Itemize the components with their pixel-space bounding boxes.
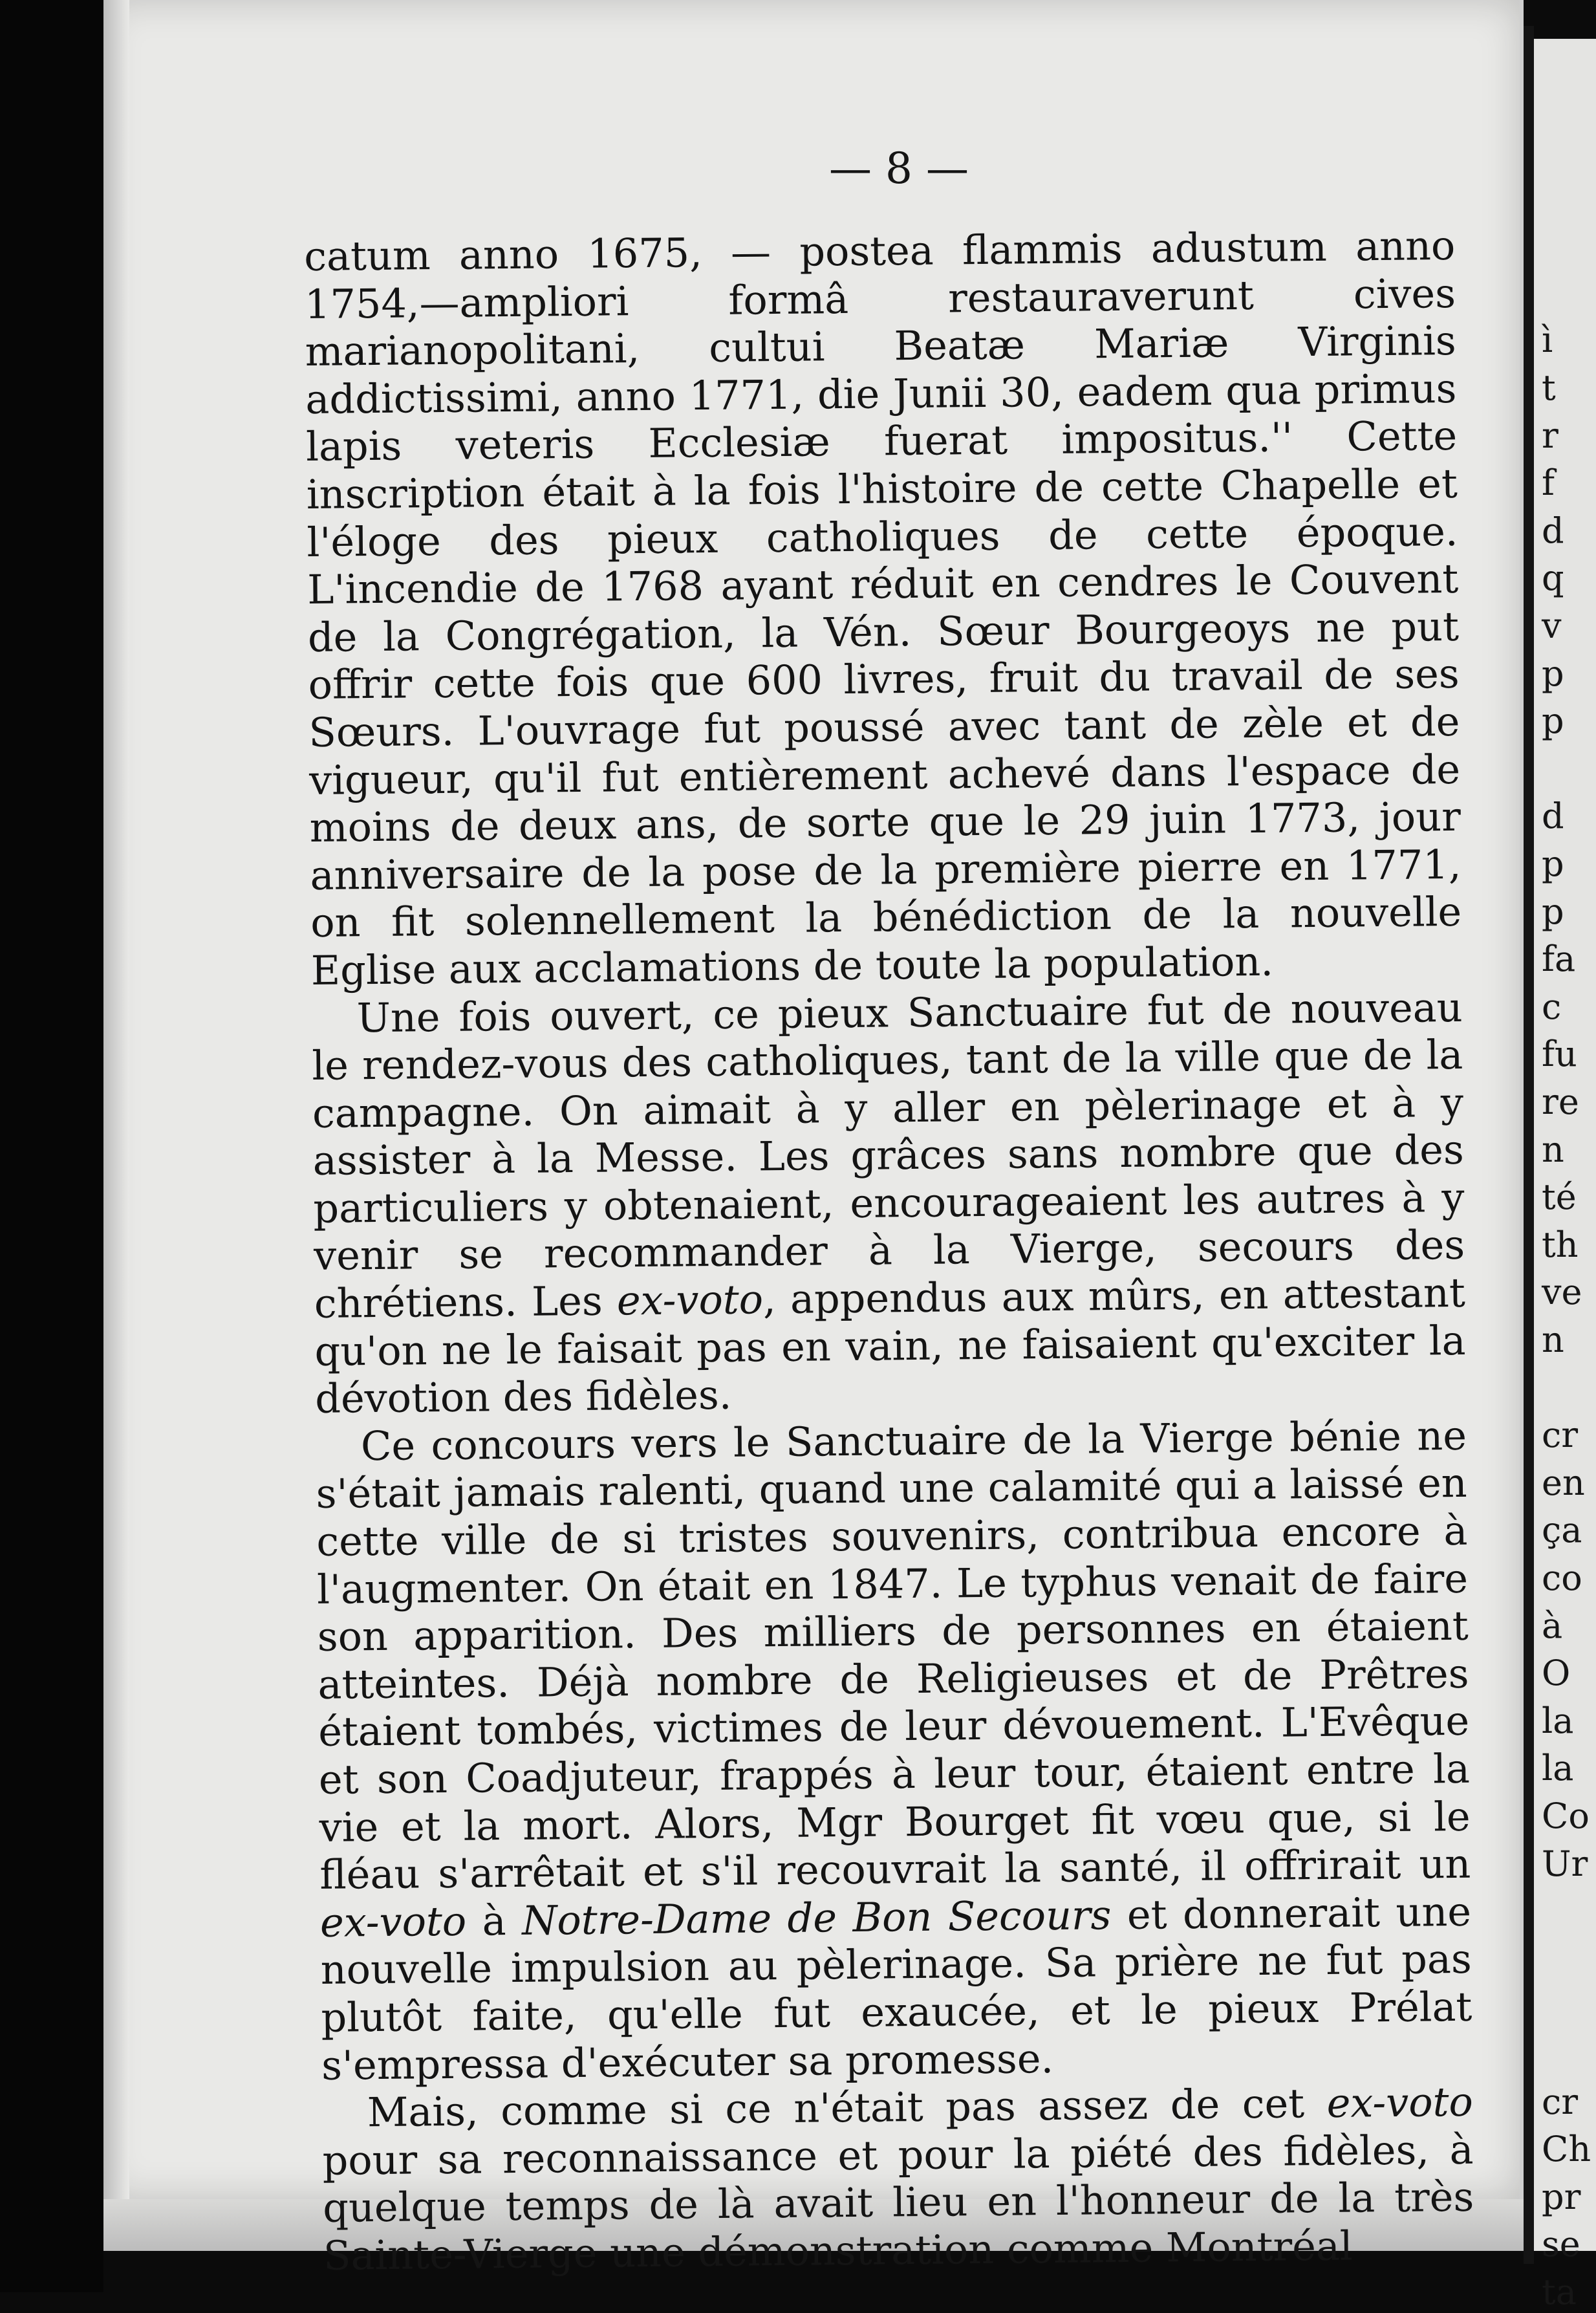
facing-page-fragment: d <box>1542 510 1564 551</box>
body-text <box>304 222 1474 2279</box>
facing-page-fragment: Ur <box>1542 1843 1588 1884</box>
italic-run: Notre-Dame de Bon Secours <box>521 1891 1112 1944</box>
italic-run: ex-voto <box>319 1897 467 1946</box>
page-number: — 8 — <box>829 144 969 193</box>
text-run: pour sa reconnaissance et pour la piété des fidèles, à quelque temps de là avait lieu en l'honneur de la très Sainte-Vierge une démonstration comme Montréal <box>322 2125 1474 2279</box>
facing-page-fragment: cr <box>1542 1415 1579 1456</box>
text-run: Une fois ouvert, ce pieux Sanctuaire fut de nouveau le rendez-vous des catholiques, tant de la ville que de la campagne. On aimait à y aller en pèlerinage et à y assister à la Messe. Les grâces sans nombre que des particuliers y obtenaient, encourageaient les autres à y venir se recommander à la Vierge, secours des chrétiens. Les <box>312 983 1465 1327</box>
facing-page-fragment: co <box>1542 1558 1582 1598</box>
facing-page-fragment: O <box>1542 1653 1571 1694</box>
paragraph <box>316 1412 1473 2089</box>
facing-page-fragment: p <box>1542 653 1564 694</box>
facing-page-fragment: se <box>1542 2224 1580 2265</box>
facing-page-fragment: r <box>1542 415 1558 456</box>
facing-page-fragment: pr <box>1542 2176 1581 2217</box>
text-run: catum anno 1675, — postea flammis adustum anno 1754,—ampliori formâ restauraverunt cives marianopolitani, cultui Beatæ Mariæ Virginis addictissimi, anno 1771, die Junii 30, eadem qua primus lapis veteris Ecclesiæ fuerat impositus.'' Cette inscription était à la fois l'histoire de cette Chapelle et l'éloge des pieux catholiques de cette époque. L'incendie de 1768 ayant réduit en cendres le Couvent de la Congrégation, la Vén. Sœur Bourgeoys ne put offrir cette fois que 600 livres, fruit du travail de ses Sœurs. L'ouvrage fut poussé avec tant de zèle et de vigueur, qu'il fut entièrement achevé dans l'espace de moins de deux ans, de sorte que le 29 juin 1773, jour anniversaire de la pose de la première pierre en 1771, on fit solennellement la bénédiction de la nouvelle Eglise aux acclamations de toute la population. <box>304 221 1462 994</box>
book-spine <box>1524 26 1534 2264</box>
facing-page-fragment: té <box>1542 1177 1577 1218</box>
facing-page-fragment: à <box>1542 1605 1563 1646</box>
paragraph <box>304 222 1462 995</box>
facing-page-fragment: th <box>1542 1224 1579 1265</box>
facing-page-fragment: f <box>1542 462 1555 504</box>
facing-page-fragment: Ch <box>1542 2129 1591 2170</box>
facing-page-fragment: re <box>1542 1081 1579 1122</box>
facing-page-fragment: ve <box>1542 1272 1582 1313</box>
facing-page-fragment: en <box>1542 1462 1585 1503</box>
facing-page-fragment: n <box>1542 1129 1564 1170</box>
text-run: Ce concours vers le Sanctuaire de la Vierge bénie ne s'était jamais ralenti, quand une calamité qui a laissé en cette ville de si tristes souvenirs, contribua encore à l'augmenter. On était en 1847. Le typhus venait de faire son apparition. Des milliers de personnes en étaient atteintes. Déjà nombre de Religieuses et de Prêtres étaient tombés, victimes de leur dévouement. L'Evêque et son Coadjuteur, frappés à leur tour, étaient entre la vie et la mort. Alors, Mgr Bourget fit vœu que, si le fléau s'arrêtait et s'il recouvrait la santé, il offrirait un <box>316 1411 1471 1899</box>
facing-page-fragment: v <box>1542 605 1562 646</box>
page-gutter-shadow <box>103 0 129 2199</box>
facing-page-fragment: ta <box>1542 2272 1577 2312</box>
facing-page-fragment: ì <box>1542 320 1553 361</box>
scan-left-margin <box>0 0 103 2292</box>
facing-page-fragment: p <box>1542 891 1564 932</box>
paragraph <box>311 983 1466 1422</box>
text-run: et donnerait une nouvelle impulsion au pèlerinage. Sa prière ne fut pas plutôt faite, qu'elle fut exaucée, et le pieux Prélat s'empressa d'exécuter sa promesse. <box>320 1887 1472 2089</box>
italic-run: ex-voto <box>616 1276 764 1325</box>
facing-page-fragment: ça <box>1542 1510 1582 1551</box>
facing-page-fragment: d <box>1542 796 1564 837</box>
italic-run: ex-voto <box>1326 2078 1474 2127</box>
facing-page-fragment: cr <box>1542 2081 1579 2122</box>
text-run: , appendus aux mûrs, en attestant qu'on ne le faisait pas en vain, ne faisaient qu'exciter la dévotion des fidèles. <box>314 1268 1466 1423</box>
text-run: Mais, comme si ce n'était pas assez de cet <box>367 2080 1328 2136</box>
facing-page-fragment: la <box>1542 1700 1574 1741</box>
facing-page-fragment: c <box>1542 986 1562 1027</box>
facing-page-fragment: n <box>1542 1319 1564 1360</box>
facing-page-fragment: q <box>1542 558 1564 599</box>
facing-page-fragment: Co <box>1542 1796 1590 1836</box>
facing-page-fragment: fa <box>1542 939 1576 980</box>
paragraph <box>322 2078 1475 2279</box>
text-run: à <box>466 1896 523 1945</box>
facing-page-fragment: p <box>1542 700 1564 742</box>
facing-page-fragment: fu <box>1542 1034 1577 1075</box>
facing-page-fragment: t <box>1542 367 1556 408</box>
facing-page-fragment: la <box>1542 1748 1574 1789</box>
facing-page-fragment: p <box>1542 843 1564 884</box>
